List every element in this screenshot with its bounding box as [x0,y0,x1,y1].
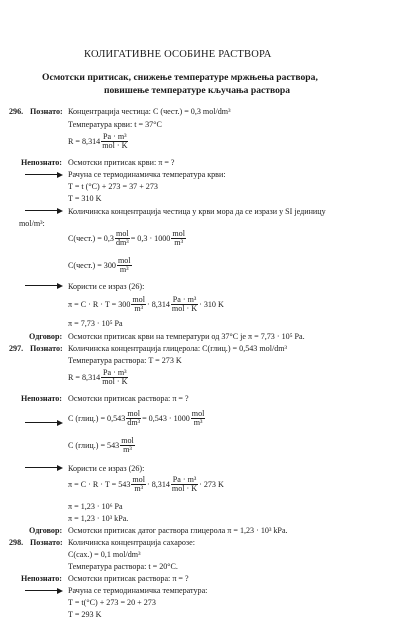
unknown-label: Непознато: [21,574,62,583]
known-concentration: Количинска концентрација глицерола: C(глиц.) = 0,543 mol/dm³ [68,344,287,353]
concentration-result: C (глиц.) = 543 $\frac{\text{mol}}{\text{m³}}$ [68,436,134,455]
osmotic-pressure-equation: π = C · R · T = 543 $\frac{\text{mol}}{\text{m³}}$ · 8,314 $\frac{\text{Pa · m³}}{\text{mol · K}}$ · 273 K [68,475,224,494]
unknown-quantity: Осмотски притисак раствора: π = ? [68,394,189,403]
result: π = 1,23 · 10³ kPa. [68,514,129,523]
arrow-icon [25,463,63,472]
arrow-icon [25,206,63,215]
known-temperature: Температура раствора: t = 20°C. [68,562,178,571]
problem-number-298: 298. [9,538,24,547]
section-subtitle-line1: Осмотски притисак, снижење температуре мржњења раствора, [42,72,318,83]
arrow-icon [25,586,63,595]
arrow-icon [25,281,63,290]
step-text: mol/m³: [19,219,45,228]
result: π = 1,23 · 10⁶ Pa [68,502,123,511]
gas-constant: R = 8,314 $\frac{\text{Pa · m³}}{\text{mol · K}}$ [68,132,128,151]
step-text: Количинска концентрација честица у крви мора да се изрази у SI јединицу [68,207,326,216]
concentration-conversion: C(чест.) = 0,3 $\frac{\text{mol}}{\text{dm³}}$ = 0,3 · 1000 $\frac{\text{mol}}{\text{m³}}$ [68,229,185,248]
arrow-icon [25,418,63,427]
equation: T = t (°C) + 273 = 37 + 273 [68,182,158,191]
known-concentration: C(сах.) = 0,1 mol/dm³ [68,550,141,559]
concentration-result: C(чест.) = 300 $\frac{\text{mol}}{\text{m³}}$ [68,256,131,275]
answer-label: Одговор: [29,332,63,341]
known-temperature: Температура раствора: T = 273 K [68,356,182,365]
known-label: Познато: [30,107,63,116]
equation: T = t(°C) + 273 = 20 + 273 [68,598,156,607]
known-substance: Количинска концентрација сахарозе: [68,538,195,547]
known-label: Познато: [30,538,63,547]
problem-number-296: 296. [9,107,24,116]
unknown-label: Непознато: [21,158,62,167]
arrow-icon [25,170,63,179]
step-text: Користи се израз (26): [68,464,145,473]
equation: T = 293 K [68,610,102,619]
result: π = 7,73 · 10⁵ Pa [68,319,123,328]
answer-label: Одговор: [29,526,63,535]
unknown-label: Непознато: [21,394,62,403]
gas-constant: R = 8,314 $\frac{\text{Pa · m³}}{\text{mol · K}}$ [68,368,128,387]
known-concentration: Концентрација честица: C (чест.) = 0,3 mol/dm³ [68,107,231,116]
known-temperature: Температура крви: t = 37°C [68,120,162,129]
answer-text: Осмотски притисак крви на температури од 37°C је π = 7,73 · 10⁵ Pa. [68,332,305,341]
step-text: Рачуна се термодинамичка температура крви: [68,170,226,179]
page-title: КОЛИГАТИВНЕ ОСОБИНЕ РАСТВОРА [84,49,272,60]
concentration-conversion: C (глиц.) = 0,543 $\frac{\text{mol}}{\text{dm³}}$ = 0,543 · 1000 $\frac{\text{mol}}{\text{m³}}$ [68,409,205,428]
known-label: Познато: [30,344,63,353]
unknown-quantity: Осмотски притисак раствора: π = ? [68,574,189,583]
equation: T = 310 K [68,194,102,203]
osmotic-pressure-equation: π = C · R · T = 300 $\frac{\text{mol}}{\text{m³}}$ · 8,314 $\frac{\text{Pa · m³}}{\text{mol · K}}$ · 310 K [68,295,224,314]
answer-text: Осмотски притисак датог раствора глицерола π = 1,23 · 10³ kPa. [68,526,288,535]
step-text: Користи се израз (26): [68,282,145,291]
problem-number-297: 297. [9,344,24,353]
unknown-quantity: Осмотски притисак крви: π = ? [68,158,175,167]
section-subtitle-line2: повишење температуре кључања раствора [104,85,291,96]
step-text: Рачуна се термодинамичка температура: [68,586,208,595]
